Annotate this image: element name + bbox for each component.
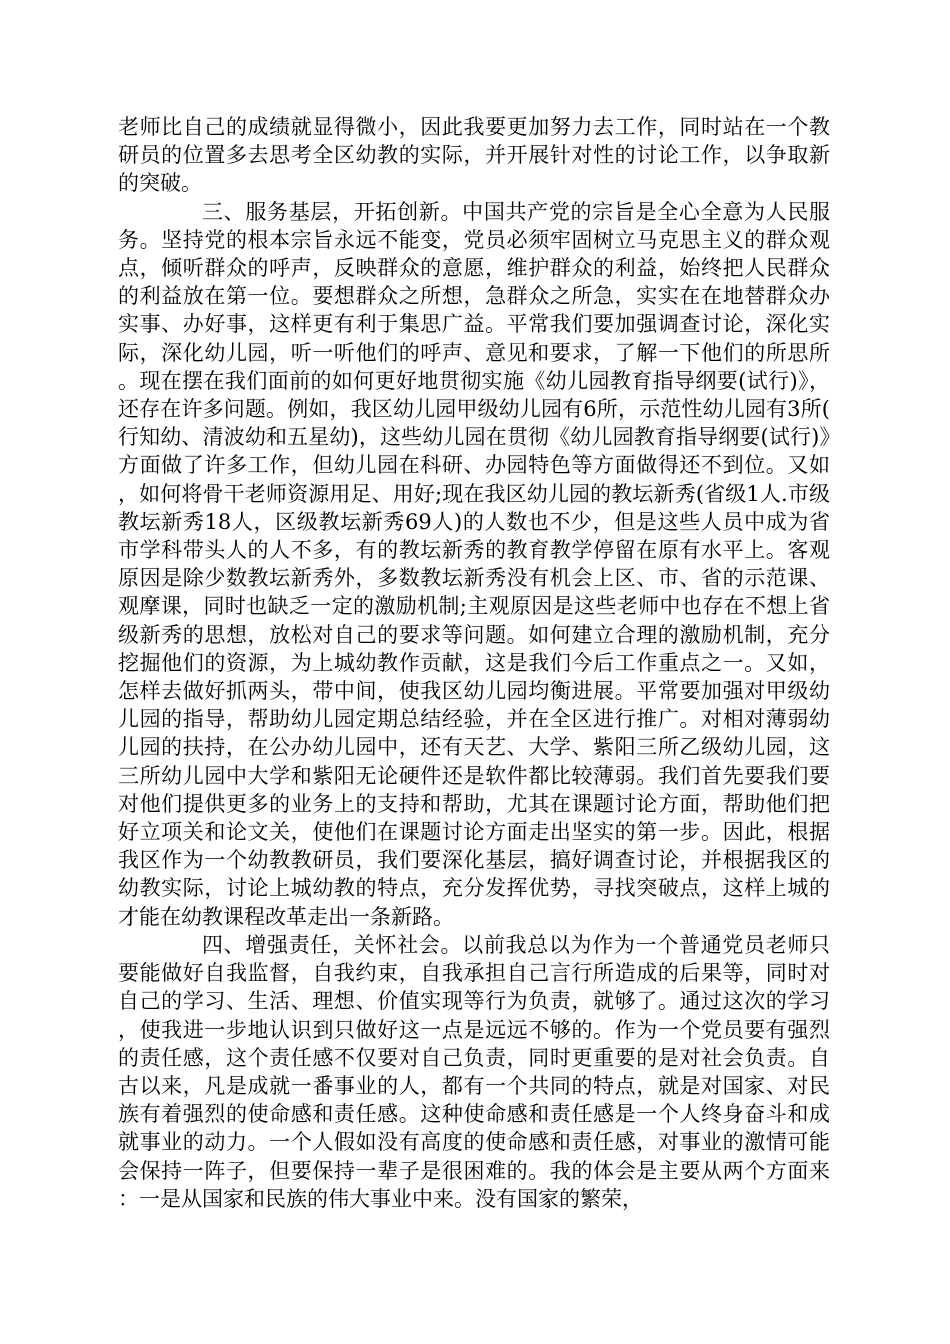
document-body bbox=[118, 113, 830, 1213]
paragraph-continuation: 老师比自己的成绩就显得微小，因此我要更加努力去工作，同时站在一个教研员的位置多去思考全区幼教的实际，并开展针对性的讨论工作，以争取新的突破。 bbox=[118, 115, 830, 196]
paragraph-section-four: 四、增强责任，关怀社会。以前我总以为作为一个普通党员老师只要能做好自我监督，自我约束，自我承担自己言行所造成的后果等，同时对自己的学习、生活、理想、价值实现等行为负责，就够了。通过这次的学习，使我进一步地认识到只做好这一点是远远不够的。作为一个党员要有强烈的责任感，这个责任感不仅要对自己负责，同时更重要的是对社会负责。自古以来，凡是成就一番事业的人，都有一个共同的特点，就是对国家、对民族有着强烈的使命感和责任感。这种使命感和责任感是一个人终身奋斗和成就事业的动力。一个人假如没有高度的使命感和责任感，对事业的激情可能会保持一阵子，但要保持一辈子是很困难的。我的体会是主要从两个方面来：一是从国家和民族的伟大事业中来。没有国家的繁荣， bbox=[118, 932, 830, 1211]
paragraph-section-three: 三、服务基层，开拓创新。中国共产党的宗旨是全心全意为人民服务。坚持党的根本宗旨永远不能变，党员必须牢固树立马克思主义的群众观点，倾听群众的呼声，反映群众的意愿，维护群众的利益，始终把人民群众的利益放在第一位。要想群众之所想，急群众之所急，实实在在地替群众办实事、办好事，这样更有利于集思广益。平常我们要加强调查讨论，深化实际，深化幼儿园，听一听他们的呼声、意见和要求，了解一下他们的所思所。现在摆在我们面前的如何更好地贯彻实施《幼儿园教育指导纲要(试行)》，还存在许多问题。例如，我区幼儿园甲级幼儿园有6所，示范性幼儿园有3所(行知幼、清波幼和五星幼)，这些幼儿园在贯彻《幼儿园教育指导纲要(试行)》方面做了许多工作，但幼儿园在科研、办园特色等方面做得还不到位。又如，如何将骨干老师资源用足、用好;现在我区幼儿园的教坛新秀(省级1人.市级教坛新秀18人，区级教坛新秀69人)的人数也不少，但是这些人员中成为省市学科带头人的人不多，有的教坛新秀的教育教学停留在原有水平上。客观原因是除少数教坛新秀外，多数教坛新秀没有机会上区、市、省的示范课、观摩课，同时也缺乏一定的激励机制;主观原因是这些老师中也存在不想上省级新秀的思想，放松对自己的要求等问题。如何建立合理的激励机制，充分挖掘他们的资源，为上城幼教作贡献，这是我们今后工作重点之一。又如，怎样去做好抓两头，带中间，使我区幼儿园均衡进展。平常要加强对甲级幼儿园的指导，帮助幼儿园定期总结经验，并在全区进行推广。对相对薄弱幼儿园的扶持，在公办幼儿园中，还有天艺、大学、紫阳三所乙级幼儿园，这三所幼儿园中大学和紫阳无论硬件还是软件都比较薄弱。我们首先要我们要对他们提供更多的业务上的支持和帮助，尤其在课题讨论方面，帮助他们把好立项关和论文关，使他们在课题讨论方面走出坚实的第一步。因此，根据我区作为一个幼教教研员，我们要深化基层，搞好调查讨论，并根据我区的幼教实际，讨论上城幼教的特点，充分发挥优势，寻找突破点，这样上城的才能在幼教课程改革走出一条新路。 bbox=[118, 199, 830, 929]
